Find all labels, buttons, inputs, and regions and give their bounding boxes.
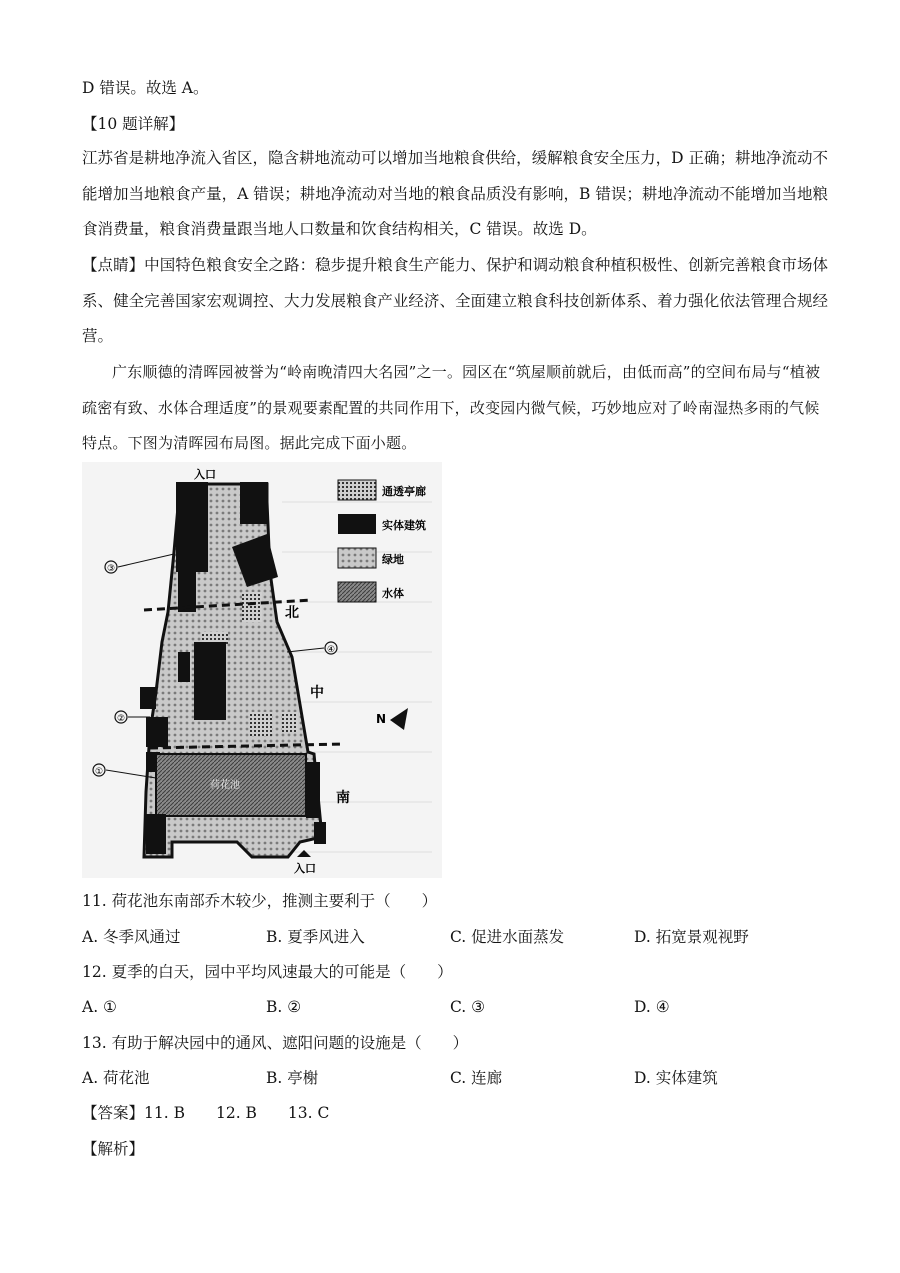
q13-option-a: A. 荷花池 bbox=[82, 1069, 150, 1087]
answer-line: 【答案】11. B 12. B 13. C bbox=[82, 1104, 330, 1122]
question-11-stem: 11. 荷花池东南部乔木较少，推测主要利于（ ） bbox=[82, 892, 438, 910]
q13-option-c: C. 连廊 bbox=[450, 1069, 503, 1087]
garden-layout-map bbox=[82, 462, 442, 878]
pavilion-corridor bbox=[282, 712, 298, 732]
analysis-header: 【解析】 bbox=[82, 1140, 145, 1158]
q10-note: 【点睛】中国特色粮食安全之路：稳步提升粮食生产能力、保护和调动粮食种植积极性、创新完善粮食市场体系、健全完善国家宏观调控、大力发展粮食产业经济、全面建立粮食科技创新体系、着力强化依法管理合规经营。 bbox=[82, 256, 828, 345]
pavilion-corridor bbox=[250, 712, 272, 736]
legend-pavilion: 通透亭廊 bbox=[382, 485, 426, 498]
legend-green: 绿地 bbox=[382, 553, 404, 566]
marker-4: ④ bbox=[327, 645, 336, 655]
lotus-pond-label: 荷花池 bbox=[210, 780, 240, 791]
question-13-stem: 13. 有助于解决园中的通风、遮阳问题的设施是（ ） bbox=[82, 1034, 469, 1052]
q12-option-c: C. ③ bbox=[450, 998, 486, 1016]
q11-option-d: D. 拓宽景观视野 bbox=[634, 928, 749, 946]
building-block bbox=[178, 652, 190, 682]
building-block bbox=[194, 642, 226, 720]
q12-option-a: A. ① bbox=[82, 998, 117, 1016]
q12-option-b: B. ② bbox=[266, 998, 302, 1016]
entrance-bottom-label: 入口 bbox=[294, 862, 316, 875]
building-block bbox=[240, 482, 268, 524]
north-label: N bbox=[376, 712, 387, 726]
building-block bbox=[140, 687, 156, 709]
marker-2: ② bbox=[117, 714, 126, 724]
legend-water: 水体 bbox=[382, 587, 404, 600]
q13-option-b: B. 亭榭 bbox=[266, 1069, 319, 1087]
q11-option-a: A. 冬季风通过 bbox=[82, 928, 181, 946]
marker-3: ③ bbox=[107, 564, 116, 574]
pavilion-corridor bbox=[242, 592, 262, 622]
question-12-stem: 12. 夏季的白天，园中平均风速最大的可能是（ ） bbox=[82, 963, 453, 981]
q10-explanation: 江苏省是耕地净流入省区，隐含耕地流动可以增加当地粮食供给，缓解粮食安全压力，D 正确；耕地净流动不能增加当地粮食产量，A 错误；耕地净流动对当地的粮食品质没有影响，B 错误；耕地净流动不能增加当地粮食消费量，粮食消费量跟当地人口数量和饮食结构相关，C 错误。故选 D。 bbox=[82, 149, 828, 238]
previous-answer-line: D 错误。故选 A。 bbox=[82, 79, 209, 97]
marker-1: ① bbox=[95, 767, 104, 777]
intro-paragraph: 广东顺德的清晖园被誉为“岭南晚清四大名园”之一。园区在“筑屋顺前就后，由低而高”的空间布局与“植被疏密有致、水体合理适度”的景观要素配置的共同作用下，改变园内微气候，巧妙地应对了岭南湿热多雨的气候特点。下图为清晖园布局图。据此完成下面小题。 bbox=[82, 363, 821, 452]
building-block bbox=[146, 717, 168, 747]
q11-option-b: B. 夏季风进入 bbox=[266, 928, 365, 946]
building-block bbox=[176, 482, 208, 572]
entrance-top-label: 入口 bbox=[194, 468, 216, 481]
q13-option-d: D. 实体建筑 bbox=[634, 1069, 718, 1087]
building-block bbox=[314, 822, 326, 844]
building-block bbox=[306, 762, 320, 818]
zone-middle: 中 bbox=[310, 685, 324, 701]
q11-option-c: C. 促进水面蒸发 bbox=[450, 928, 565, 946]
legend-building: 实体建筑 bbox=[382, 519, 426, 532]
zone-north: 北 bbox=[285, 605, 299, 621]
q12-option-d: D. ④ bbox=[634, 998, 670, 1016]
building-block bbox=[146, 814, 166, 854]
zone-south: 南 bbox=[336, 790, 350, 806]
q10-header: 【10 题详解】 bbox=[82, 115, 185, 133]
